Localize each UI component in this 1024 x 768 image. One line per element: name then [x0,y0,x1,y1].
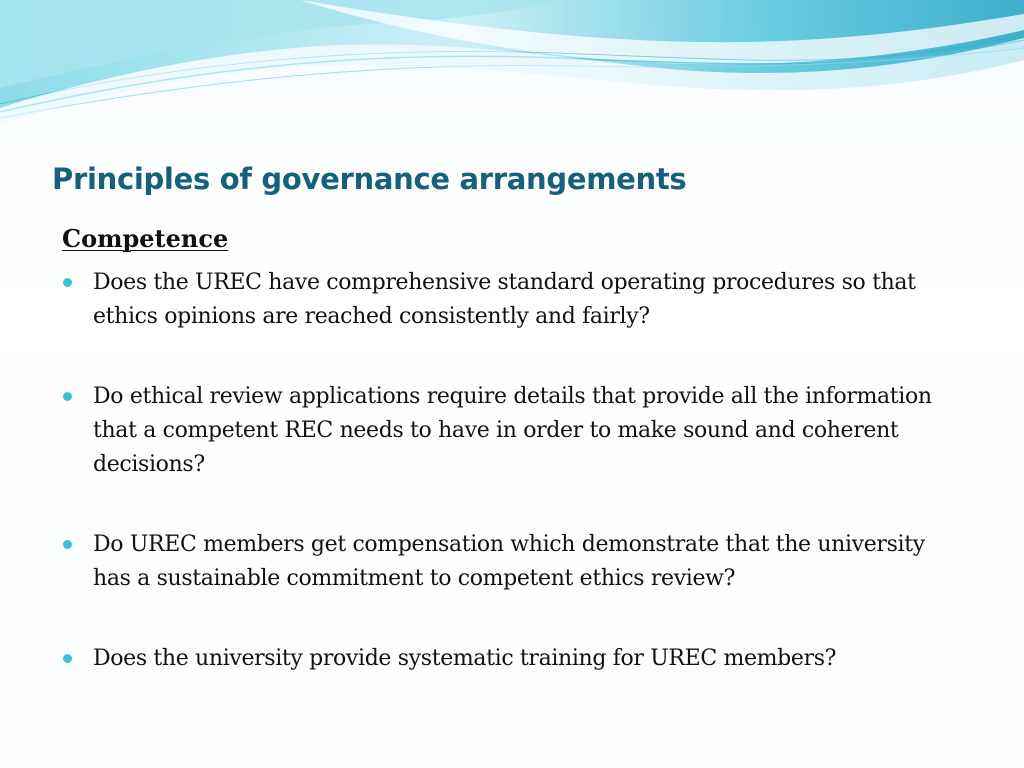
slide-title: Principles of governance arrangements [52,162,687,196]
bullet-dot-icon [63,540,72,549]
list-item [62,380,962,482]
bullet-text: Do ethical review applications require details that provide all the information that a competent REC needs to have in order to make sound and coherent decisions? [93,384,932,477]
decorative-wave-banner [0,0,1024,140]
list-item [62,266,962,334]
bullet-text: Does the university provide systematic training for UREC members? [93,646,837,671]
section-subheading: Competence [62,224,229,253]
bullet-dot-icon [63,654,72,663]
list-item [62,642,962,676]
bullet-text: Does the UREC have comprehensive standard operating procedures so that ethics opinions are reached consistently and fairly? [93,270,916,329]
bullet-dot-icon [63,278,72,287]
bullet-dot-icon [63,392,72,401]
bullet-list [62,266,962,722]
list-item [62,528,962,596]
bullet-text: Do UREC members get compensation which demonstrate that the university has a sustainable commitment to competent ethics review? [93,532,925,591]
